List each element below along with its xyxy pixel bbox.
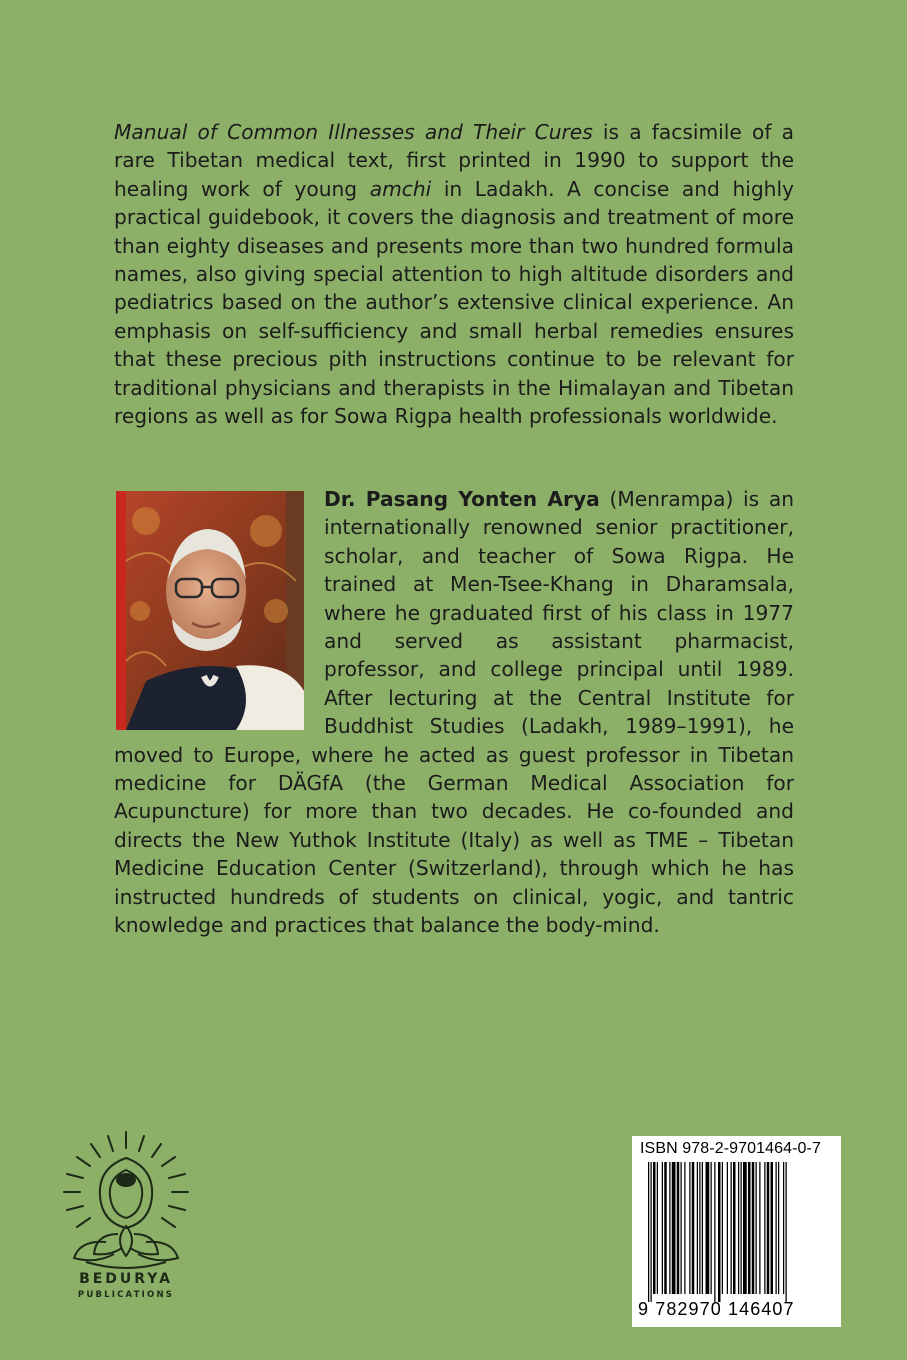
barcode-bar — [677, 1162, 680, 1294]
barcode-bar — [727, 1162, 728, 1294]
barcode-bar — [778, 1162, 779, 1294]
barcode-bar — [711, 1162, 712, 1294]
barcode-bar — [672, 1162, 676, 1294]
barcode-bar — [752, 1162, 755, 1294]
barcode-bar — [756, 1162, 757, 1294]
author-photo — [116, 491, 304, 730]
barcode-bars — [646, 1162, 836, 1302]
barcode-bar — [771, 1162, 774, 1294]
barcode-bar — [684, 1162, 685, 1294]
barcode-bar — [692, 1162, 695, 1294]
barcode-digits: 9 782970 146407 — [638, 1299, 795, 1319]
publisher-sub: PUBLICATIONS — [77, 1290, 175, 1300]
barcode-bar — [783, 1162, 784, 1294]
barcode-bar — [669, 1162, 670, 1294]
barcode-bar — [741, 1162, 742, 1294]
amchi-term: amchi — [369, 176, 432, 201]
barcode-bar — [722, 1162, 723, 1294]
barcode-bar — [738, 1162, 739, 1294]
publisher-name: BEDURYA — [79, 1271, 173, 1287]
barcode-bar — [776, 1162, 777, 1294]
barcode-bar — [702, 1162, 703, 1294]
barcode-bar — [706, 1162, 710, 1294]
barcode-bar — [786, 1162, 787, 1302]
barcode-bar — [699, 1162, 700, 1294]
isbn-label: ISBN 978-2-9701464-0-7 — [640, 1140, 821, 1157]
barcode-bar — [714, 1162, 715, 1302]
barcode-bar — [689, 1162, 690, 1294]
barcode-bar — [664, 1162, 667, 1294]
barcode-bar — [733, 1162, 736, 1294]
isbn-barcode — [632, 1136, 841, 1327]
barcode-bar — [681, 1162, 682, 1294]
barcode-bar — [653, 1162, 656, 1294]
barcode-bar — [759, 1162, 760, 1294]
barcode-bar — [648, 1162, 649, 1302]
barcode-bar — [748, 1162, 751, 1294]
barcode-bar — [718, 1162, 721, 1302]
author-name: Dr. Pasang Yonten Arya — [324, 487, 600, 511]
barcode-bar — [662, 1162, 663, 1294]
barcode-bar — [743, 1162, 747, 1294]
barcode-bar — [697, 1162, 698, 1294]
barcode-bar — [651, 1162, 652, 1302]
barcode-bar — [731, 1162, 732, 1294]
barcode-bar — [657, 1162, 658, 1294]
author-bio — [114, 485, 794, 940]
barcode-bar — [767, 1162, 770, 1294]
barcode-bar — [764, 1162, 765, 1294]
description-text-2: in Ladakh. A concise and highly practical guidebook, it covers the diagnosis and treatment of more than eighty diseases and presents more than two hundred formula names, also giving special attention to high altitude disorders and pediatrics based on the author’s extensive clinical experience. An emphasis on self-sufficiency and small herbal remedies ensures that these precious pith instructions continue to be relevant for traditional physicians and therapists in the Himalayan and Tibetan regions as well as for Sowa Rigpa health professionals worldwide. — [114, 176, 795, 429]
description-text-1: is a facsimile of a rare Tibetan medical text, first printed in 1990 to support the healing work of young — [114, 120, 794, 201]
book-title: Manual of Common Illnesses and Their Cures — [114, 120, 593, 144]
book-description — [114, 118, 794, 430]
author-bio-text: (Menrampa) is an internationally renowned senior practitioner, scholar, and teacher of Sowa Rigpa. He trained at Men-Tsee-Khang in Dharamsala, where he graduated first of his class in 1977 and served as assistant pharmacist, professor, and college principal until 1989. After lecturing at the Central Institute for Buddhist Studies (Ladakh, 1989–1991), he moved to Europe, where he acted as guest professor in Tibetan medicine for DÄGfA (the German Medical Association for Acupuncture) for more than two decades. He co-founded and directs the New Yuthok Institute (Italy) as well as TME – Tibetan Medicine Education Center (Switzerland), through which he has instructed hundreds of students on clinical, yogic, and tantric knowledge and practices that balance the body-mind. — [114, 487, 794, 938]
